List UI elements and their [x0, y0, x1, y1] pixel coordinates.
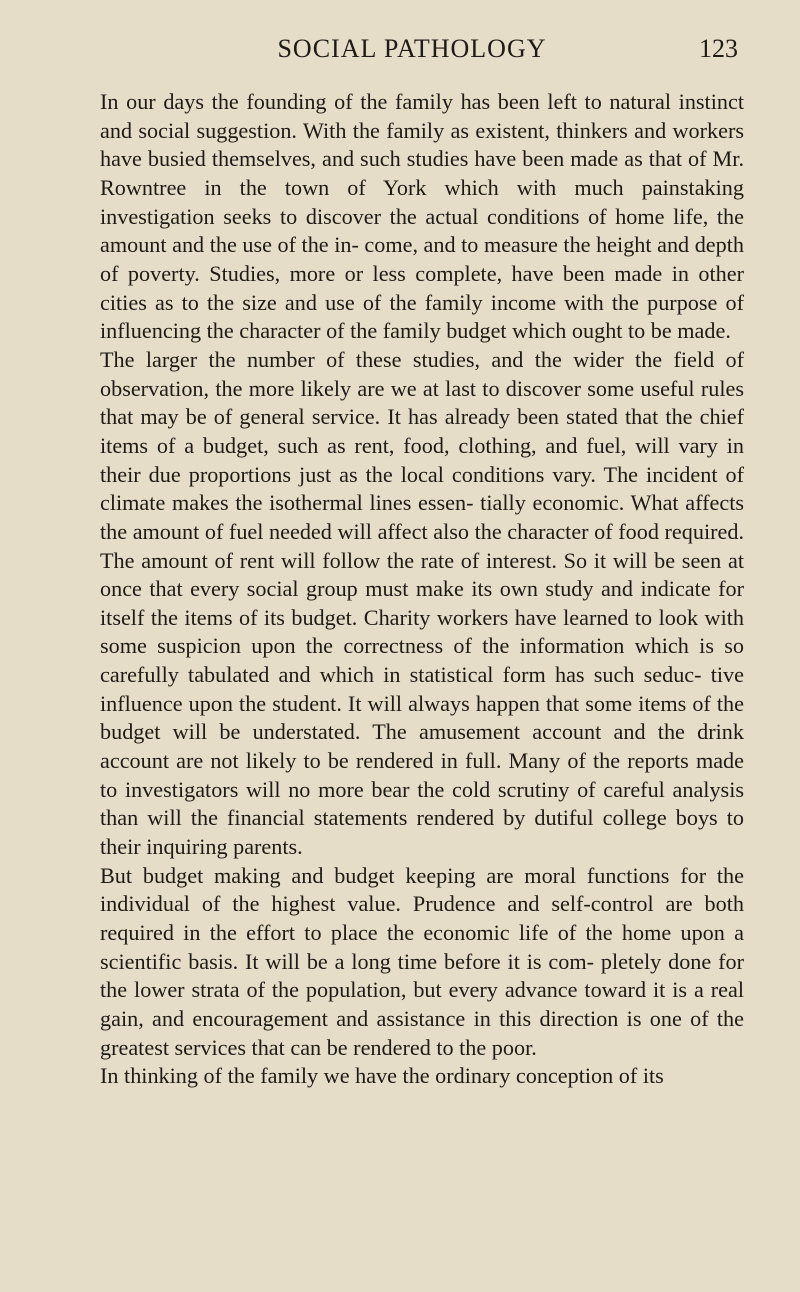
- body-text: [100, 88, 744, 1091]
- running-title: SOCIAL PATHOLOGY: [277, 34, 547, 63]
- page-number: 123: [699, 34, 738, 63]
- paragraph: The larger the number of these studies, and the wider the field of observation, the more likely are we at last to discover some useful rules that may be of general service. It has already been stated that the chief items of a budget, such as rent, food, clothing, and fuel, will vary in their due proportions just as the local conditions vary. The incident of climate makes the isothermal lines essen- tially economic. What affects the amount of fuel needed will affect also the character of food required. The amount of rent will follow the rate of interest. So it will be seen at once that every social group must make its own study and indicate for itself the items of its budget. Charity workers have learned to look with some suspicion upon the correctness of the information which is so carefully tabulated and which in statistical form has such seduc- tive influence upon the student. It will always happen that some items of the budget will be understated. The amusement account and the drink account are not likely to be rendered in full. Many of the reports made to investigators will no more bear the cold scrutiny of careful analysis than will the financial statements rendered by dutiful college boys to their inquiring parents.: [100, 346, 744, 860]
- paragraph: In thinking of the family we have the ordinary conception of its: [100, 1063, 664, 1089]
- running-head: [100, 34, 744, 74]
- paragraph: In our days the founding of the family has been left to natural instinct and social suggestion. With the family as existent, thinkers and workers have busied themselves, and such studies have been made as that of Mr. Rowntree in the town of York which with much painstaking investigation seeks to discover the actual conditions of home life, the amount and the use of the in- come, and to measure the height and depth of poverty. Studies, more or less complete, have been made in other cities as to the size and use of the family income with the purpose of influencing the character of the family budget which ought to be made.: [100, 89, 744, 344]
- paragraph: But budget making and budget keeping are moral functions for the individual of the highest value. Prudence and self-control are both required in the effort to place the economic life of the home upon a scientific basis. It will be a long time before it is com- pletely done for the lower strata of the population, but every advance toward it is a real gain, and encouragement and assistance in this direction is one of the greatest services that can be rendered to the poor.: [100, 862, 744, 1060]
